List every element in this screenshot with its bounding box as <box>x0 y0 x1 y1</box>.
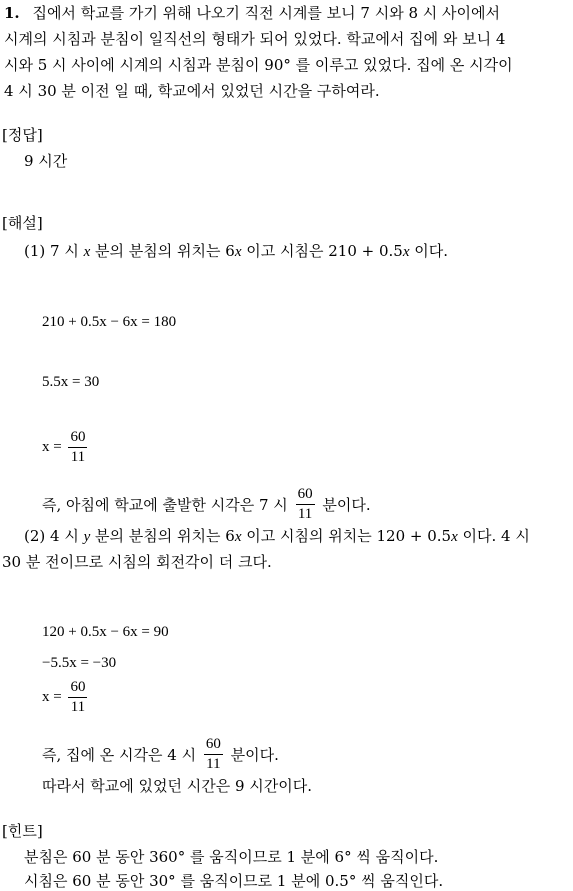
part2-intro-a: (2) 4 시 <box>24 527 84 545</box>
part2-concl-numerator: 60 <box>205 736 221 752</box>
part1-eq3-fraction <box>68 430 87 465</box>
part1-conclusion <box>42 487 371 522</box>
part1-intro-b: 분의 분침의 위치는 6 <box>90 242 235 260</box>
part2-intro-c: 이고 시침의 위치는 120 + 0.5 <box>241 527 452 545</box>
part1-var: x <box>83 244 91 260</box>
part1-intro-c: 이고 시침은 210 + 0.5 <box>241 242 403 260</box>
part2-concl-b: 분이다. <box>230 746 279 764</box>
problem-line-4: 4 시 30 분 이전 일 때, 학교에서 있었던 시간을 구하여라. <box>4 82 380 100</box>
part2-concl-fraction <box>204 737 223 772</box>
part1-intro-a: (1) 7 시 <box>24 242 84 260</box>
part2-eq3-lhs: x = <box>42 689 62 705</box>
part1-intro <box>24 240 448 261</box>
part2-conclusion <box>42 737 279 772</box>
part1-concl-denominator: 11 <box>296 504 315 522</box>
hint-line-1: 분침은 60 분 동안 360° 를 움직이므로 1 분에 6° 씩 움직이다. <box>24 848 439 866</box>
part1-equation-3 <box>42 430 90 465</box>
part2-concl-a: 즉, 집에 온 시각은 4 시 <box>42 746 197 764</box>
part2-eq3-denominator: 11 <box>68 697 87 715</box>
part1-equation-2: 5.5x = 30 <box>42 374 100 390</box>
part1-concl-b: 분이다. <box>322 496 371 514</box>
part2-intro-b: 분의 분침의 위치는 6 <box>90 527 235 545</box>
part2-intro <box>24 525 530 546</box>
part2-equation-3 <box>42 680 90 715</box>
part2-intro-d: 이다. 4 시 <box>457 527 530 545</box>
part2-equation-1: 120 + 0.5x − 6x = 90 <box>42 624 169 640</box>
part2-var: y <box>83 529 91 545</box>
explanation-heading: [해설] <box>2 214 43 232</box>
answer-heading: [정답] <box>2 126 43 144</box>
hint-line-2: 시침은 60 분 동안 30° 를 움직이므로 1 분에 0.5° 씩 움직인다. <box>24 872 444 890</box>
part1-intro-d: 이다. <box>409 242 449 260</box>
part2-eq3-numerator: 60 <box>70 679 86 695</box>
part1-equation-1: 210 + 0.5x − 6x = 180 <box>42 314 177 330</box>
answer-value: 9 시간 <box>24 152 68 170</box>
problem-text-1: 집에서 학교를 가기 위해 나오기 직전 시계를 보니 7 시와 8 시 사이에서 <box>32 4 500 22</box>
part1-concl-a: 즉, 아침에 학교에 출발한 시각은 7 시 <box>42 496 288 514</box>
part1-var-3: x <box>402 244 410 260</box>
part1-eq3-denominator: 11 <box>68 447 87 465</box>
part2-var-x: x <box>234 529 242 545</box>
problem-line-1 <box>4 2 500 23</box>
part1-eq3-lhs: x = <box>42 439 62 455</box>
part2-equation-2: −5.5x = −30 <box>42 655 117 671</box>
hint-heading: [힌트] <box>2 822 43 840</box>
part1-eq3-numerator: 60 <box>70 429 86 445</box>
part1-concl-numerator: 60 <box>297 486 313 502</box>
part2-final: 따라서 학교에 있었던 시간은 9 시간이다. <box>42 777 312 795</box>
part2-eq3-fraction <box>68 680 87 715</box>
problem-number: 1. <box>4 4 20 22</box>
part1-var-2: x <box>234 244 242 260</box>
part2-concl-denominator: 11 <box>204 754 223 772</box>
part2-intro-line-2: 30 분 전이므로 시침의 회전각이 더 크다. <box>2 553 272 571</box>
part2-var-x-2: x <box>451 529 458 545</box>
problem-line-2: 시계의 시침과 분침이 일직선의 형태가 되어 있었다. 학교에서 집에 와 보니 4 <box>4 30 506 48</box>
part1-concl-fraction <box>296 487 315 522</box>
problem-line-3: 시와 5 시 사이에 시계의 시침과 분침이 90° 를 이루고 있었다. 집에 온 시각이 <box>4 56 513 74</box>
